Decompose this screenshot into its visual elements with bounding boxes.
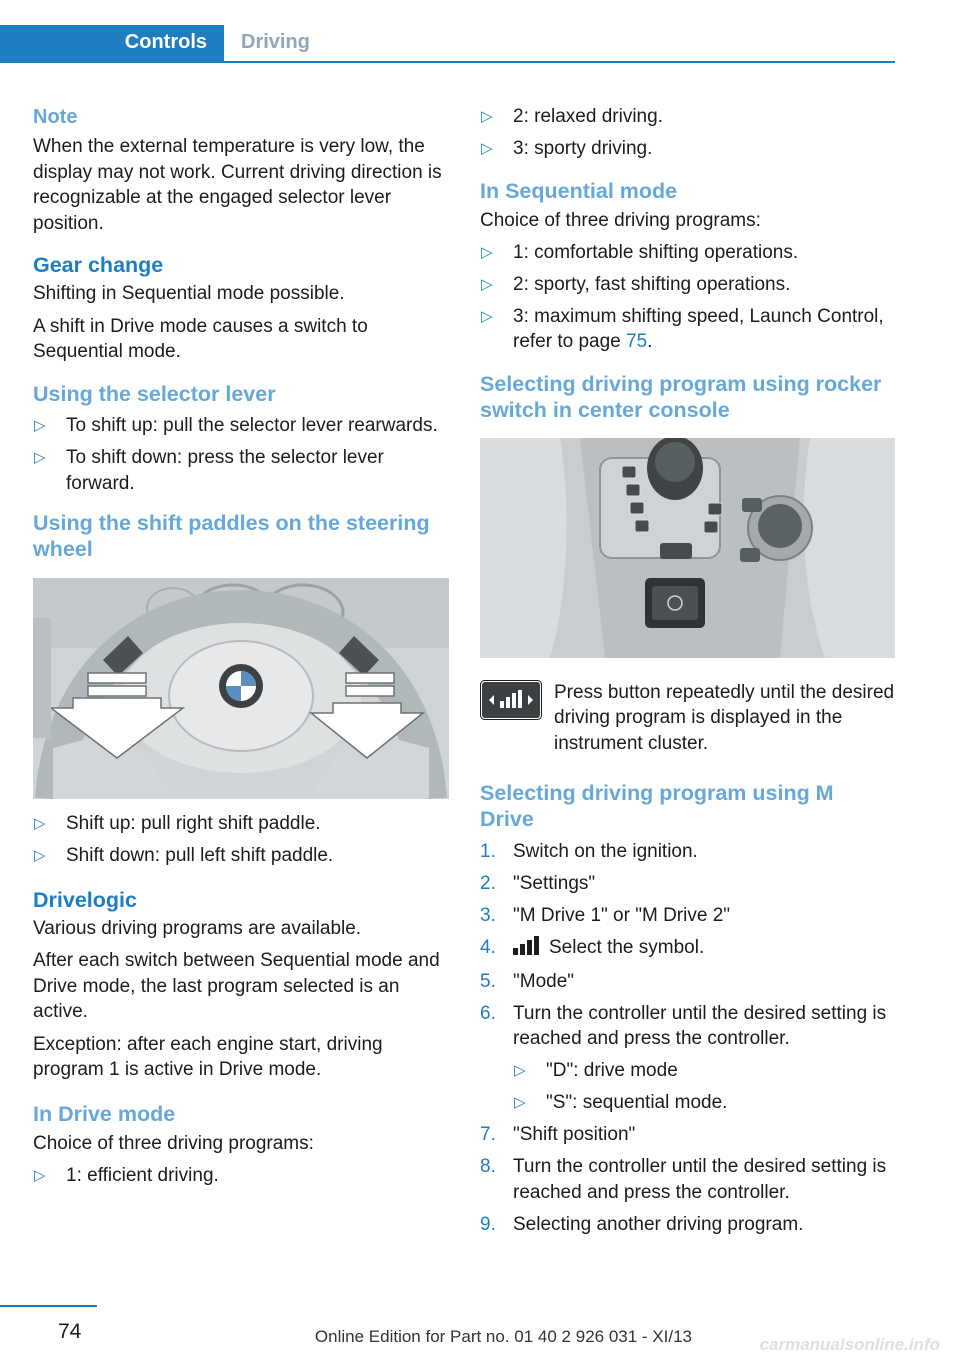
gear-change-text-1: Shifting in Sequential mode possible. [33,283,345,304]
shift-paddles-heading: Using the shift paddles on the steering wheel [33,511,430,561]
triangle-bullet-icon: ▷ [514,1094,526,1111]
triangle-bullet-icon: ▷ [34,1166,46,1184]
drivelogic-text-3: Exception: after each engine start, driving program 1 is active in Drive mode. [33,1033,383,1080]
page-75-link[interactable]: 75 [626,331,648,352]
gear-change-heading: Gear change [33,253,164,277]
list-item: ▷ 2: sporty, fast shifting operations. [480,272,896,298]
list-item: ▷ "D": drive mode [513,1058,896,1084]
triangle-bullet-icon: ▷ [34,417,46,434]
footer-divider [0,1305,97,1307]
sequential-mode-intro: Choice of three driving programs: [480,209,761,231]
list-item: ▷ 1: efficient driving. [33,1163,449,1189]
list-item: 7. "Shift position" [480,1124,636,1145]
list-item: 4. Select the symbol. [480,935,896,963]
header-divider [0,61,895,63]
selector-lever-heading: Using the selector lever [33,381,276,406]
drive-mode-heading: In Drive mode [33,1101,176,1126]
note-text: When the external temperature is very low, the display may not work. Current driving direction is recognizable at the engaged selector lever position. [33,136,442,234]
driving-program-icon [513,936,539,963]
drive-mode-list [33,1163,449,1189]
press-button-text: Press button repeatedly until the desired driving program is displayed in the instrument cluster. [554,681,895,754]
tab-controls[interactable] [0,25,224,62]
edition-text: Online Edition for Part no. 01 40 2 926 031 - XI/13 [314,1327,692,1346]
right-column [480,100,896,1237]
center-console-image [480,438,895,658]
shift-paddles-list [33,811,449,869]
list-item: ▷ Shift up: pull right shift paddle. [33,811,449,837]
triangle-bullet-icon: ▷ [34,847,46,864]
steering-wheel-paddles-image [33,578,449,799]
watermark: carmanualsonline.info [759,1335,940,1354]
triangle-bullet-icon: ▷ [514,1062,526,1079]
tab-driving-label: Driving [241,31,310,53]
list-item: 5. "Mode" [480,970,575,992]
list-item: 9. Selecting another driving program. [480,1213,804,1235]
list-item: ▷ 1: comfortable shifting operations. [480,240,896,266]
selector-lever-list [33,413,449,496]
triangle-bullet-icon: ▷ [34,815,46,832]
list-item: 6. Turn the controller until the desired setting is reached and press the controller. ▷ "D": drive mode ▷ "S": sequential mode. [480,1001,896,1116]
triangle-bullet-icon: ▷ [34,449,46,466]
list-item: 2. "Settings" [480,872,596,894]
triangle-bullet-icon: ▷ [481,307,493,325]
press-button-paragraph [480,680,896,757]
rocker-switch-heading: Selecting driving program using rocker switch in center console [480,371,882,422]
triangle-bullet-icon: ▷ [481,243,493,261]
list-item: ▷ Shift down: pull left shift paddle. [33,843,449,869]
drive-mode-intro: Choice of three driving programs: [33,1132,314,1154]
list-item: 1. Switch on the ignition. [480,840,698,862]
rocker-button-icon [480,680,542,720]
list-item: ▷ 3: maximum shifting speed, Launch Control, refer to page 75. [481,305,884,352]
list-item: ▷ 2: relaxed driving. [480,104,896,130]
drive-mode-list-continued [480,104,896,162]
drivelogic-text-1: Various driving programs are available. [33,917,362,939]
sequential-mode-heading: In Sequential mode [480,178,678,203]
list-item: ▷ 3: sporty driving. [480,136,896,162]
note-title: Note [33,106,78,128]
m-drive-heading: Selecting driving program using M Drive [480,781,834,831]
list-item: 3. "M Drive 1" or "M Drive 2" [480,904,731,926]
left-column [33,100,449,1188]
step-6-sublist [513,1058,896,1116]
triangle-bullet-icon: ▷ [481,108,493,125]
tab-controls-label: Controls [124,31,207,53]
list-item: ▷ "S": sequential mode. [513,1090,896,1116]
gear-change-text-2: A shift in Drive mode causes a switch to Sequential mode. [33,315,368,362]
drivelogic-text-2: After each switch between Sequential mode and Drive mode, the last program selected is an active. [33,950,440,1022]
page-number: 74 [58,1320,82,1343]
list-item: ▷ To shift down: press the selector lever forward. [34,447,384,494]
list-item: ▷ To shift up: pull the selector lever rearwards. [33,413,449,439]
triangle-bullet-icon: ▷ [481,140,493,157]
triangle-bullet-icon: ▷ [481,275,493,293]
m-drive-steps [480,839,896,1238]
sequential-mode-list [480,240,896,355]
list-item: 8. Turn the controller until the desired setting is reached and press the controller. [480,1156,887,1203]
drivelogic-heading: Drivelogic [33,887,137,912]
